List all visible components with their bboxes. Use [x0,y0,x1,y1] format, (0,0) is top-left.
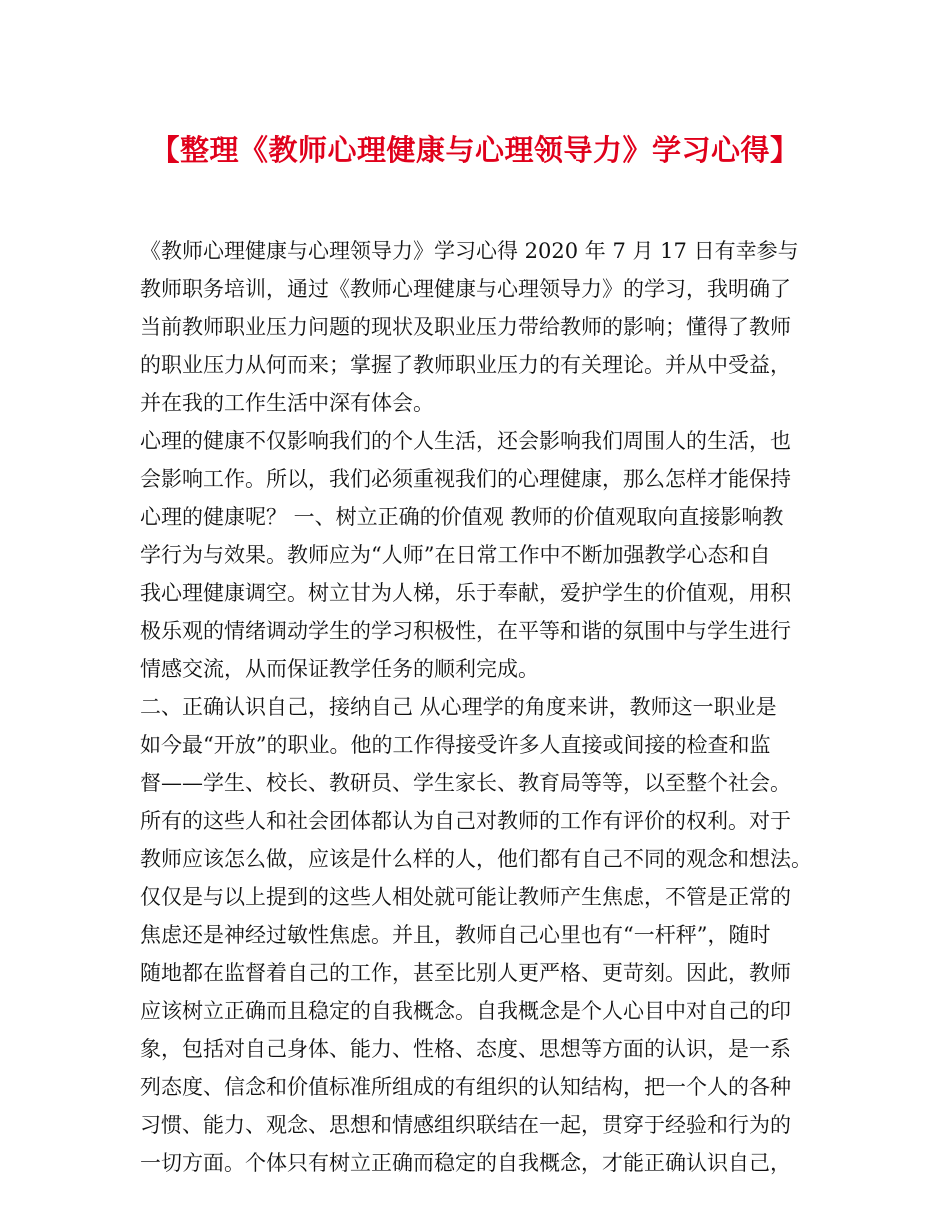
body-text-line: 象，包括对自己身体、能力、性格、态度、思想等方面的认识，是一系 [140,1037,791,1061]
body-text-line: 如今最“开放”的职业。他的工作得接受许多人直接或间接的检查和监 [140,733,771,757]
body-text-line: 列态度、信念和价值标准所组成的有组织的认知结构，把一个人的各种 [140,1075,791,1099]
body-text-line: 教师应该怎么做，应该是什么样的人，他们都有自己不同的观念和想法。 [140,847,812,871]
body-text-line: 习惯、能力、观念、思想和情感组织联结在一起，贯穿于经验和行为的 [140,1113,791,1137]
body-text-line: 心理的健康呢？ 一、树立正确的价值观 教师的价值观取向直接影响教 [140,505,784,529]
body-text-line: 一切方面。个体只有树立正确而稳定的自我概念，才能正确认识自己， [140,1151,791,1175]
body-text-line: 教师职务培训，通过《教师心理健康与心理领导力》的学习，我明确了 [140,277,791,301]
body-text-line: 《教师心理健康与心理领导力》学习心得 2020 年 7 月 17 日有幸参与 [140,239,799,263]
document-body [140,232,830,1182]
body-text-line: 仅仅是与以上提到的这些人相处就可能让教师产生焦虑，不管是正常的 [140,885,791,909]
body-text-line: 督——学生、校长、教研员、学生家长、教育局等等，以至整个社会。 [140,771,791,795]
body-text-line: 极乐观的情绪调动学生的学习积极性，在平等和谐的氛围中与学生进行 [140,619,791,643]
document-title: 【整理《教师心理健康与心理领导力》学习心得】 [150,133,800,167]
body-text-line: 我心理健康调空。树立甘为人梯，乐于奉献，爱护学生的价值观，用积 [140,581,791,605]
body-text-line: 随地都在监督着自己的工作，甚至比别人更严格、更苛刻。因此，教师 [140,961,791,985]
body-text-line: 的职业压力从何而来；掌握了教师职业压力的有关理论。并从中受益， [140,353,791,377]
body-text-line: 学行为与效果。教师应为“人师”在日常工作中不断加强教学心态和自 [140,543,771,567]
body-text-line: 会影响工作。所以，我们必须重视我们的心理健康，那么怎样才能保持 [140,467,791,491]
body-text-line: 心理的健康不仅影响我们的个人生活，还会影响我们周围人的生活，也 [140,429,791,453]
body-text-line: 二、正确认识自己，接纳自己 从心理学的角度来讲，教师这一职业是 [140,695,777,719]
body-text-line: 并在我的工作生活中深有体会。 [140,391,434,415]
body-text-line: 当前教师职业压力问题的现状及职业压力带给教师的影响；懂得了教师 [140,315,791,339]
body-text-line: 所有的这些人和社会团体都认为自己对教师的工作有评价的权利。对于 [140,809,791,833]
body-text-line: 应该树立正确而且稳定的自我概念。自我概念是个人心目中对自己的印 [140,999,791,1023]
body-text-line: 焦虑还是神经过敏性焦虑。并且，教师自己心里也有“一杆秤”，随时 [140,923,771,947]
body-text-line: 情感交流，从而保证教学任务的顺利完成。 [140,657,539,681]
